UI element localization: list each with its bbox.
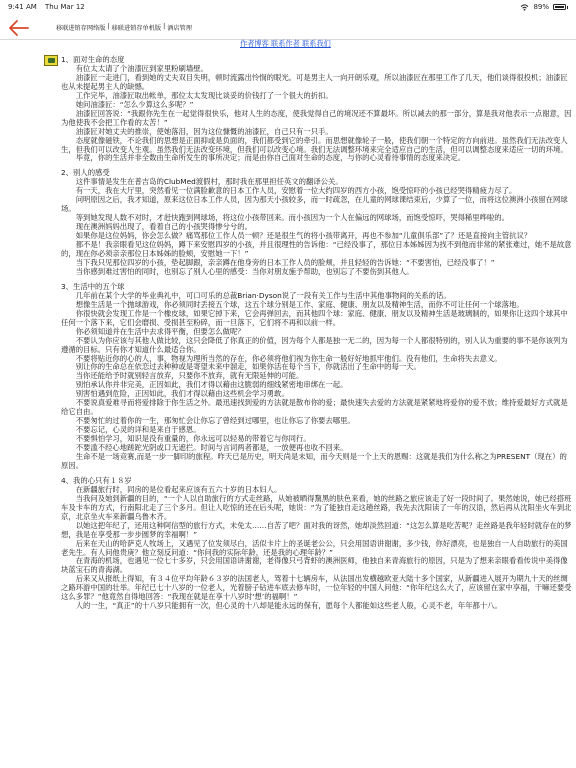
- article-paragraph: 油漆匠一走进门，看到她的丈夫双目失明，顿时流露出怜悯的眼光。可是男主人一向开朗乐观，所以油漆匠在那里工作了几天，他们谈得很投机；油漆匠也从未提起男主人的缺憾。: [61, 72, 568, 91]
- navigation-bar: [0, 16, 576, 40]
- top-partial-line: [240, 39, 331, 48]
- article-paragraph: 不要认为你应该与其他人做比较，这只会降低了你真正的价值，因为每个人都是独一无二的，因为每一个人都很特别的，别人认为重要的事不是你该列为遵循的目标。只有你才知道什么最适合你。: [61, 335, 568, 354]
- article-paragraph: 当你感到难过害怕的同时，也别忘了别人心里的感受：当你对朋友施予帮助，也别忘了不要伤到其他人。: [75, 266, 414, 276]
- top-partial-link[interactable]: 作者博客 联系作者 联系我们: [240, 39, 331, 48]
- article-paragraph: 油漆匠对她丈夫的推崇，使她落泪，因为这位慷慨的油漆匠，自己只有一只手。: [75, 126, 333, 136]
- article-paragraph: 当下我只见那位四岁的小孩，垫起脚跟，亲亲蹲在他身旁的日本工作人员的脸颊，并且轻轻的告诉她：“不要害怕，已经没事了！”: [75, 257, 495, 267]
- article-paragraph: 以她这把年纪了，还用这种阿信型的旅行方式，未免太……自苦了吧？面对我的讶然，她却淡然回道：“这怎么算是吃苦呢？走丝路是我年轻时就存在的梦想，我是在享受那一步步圆梦的幸福啊！”: [61, 520, 572, 539]
- article-paragraph: 她问油漆匠：“怎么少算这么多呢？”: [75, 99, 194, 109]
- status-bar: [0, 0, 576, 14]
- status-time: 9:41 AM: [8, 3, 37, 11]
- article-paragraph: 等到她发现人数不对时，才赶快跑到网球场，将这位小孩带回来。而小孩因为一个人在偏远的网球场，而饱受惊吓，哭得稀里哗啦的。: [75, 213, 509, 223]
- article-paragraph: 油漆匠回答说：“我跟你先生在一起觉得很快乐，他对人生的态度，使我觉得自己的境况还不算最坏。所以减去的那一部分，算是我对他表示一点谢意，因为他使我不会把工作看的太苦！”: [61, 108, 572, 127]
- article-paragraph: 不要说真爱难寻而将爱排除于你生活之外。最迅速找到爱的方法就是散布你的爱；最快速失去爱的方法就是紧紧地将爱你的爱不放；维持爱最好方式就是给它自由。: [61, 398, 568, 417]
- article-paragraph: 不要惧怕学习，知识是没有重量的，你永远可以轻易的带着它与你同行。: [75, 434, 311, 444]
- wifi-icon: [520, 4, 529, 11]
- article-paragraph: 毕竟，你的生活并非全数由生命所发生的事所决定；而是由你自己面对生命的态度，与你的心灵看待事情的态度来决定。: [75, 153, 465, 163]
- article-paragraph: 在新疆旅行时，同房的是位看起来应该有五六十岁的日本妇人。: [75, 484, 282, 494]
- section-heading: 3、生活中的五个球: [61, 281, 125, 291]
- battery-percent: 89%: [533, 3, 549, 11]
- article-content: [0, 40, 576, 768]
- article-paragraph: 别让你的生命总在依恋过去种种或是寄望未来中溜走，如果你活在每个当下，你就活出了生命中的每一天。: [75, 362, 421, 372]
- document-icon: [44, 55, 58, 66]
- article-body: [61, 56, 573, 611]
- article-paragraph: 如果你是这位妈妈，你会怎么做？痛骂那位工作人员一顿？还是很生气的将小孩带离开，再也不参加“儿童俱乐部”了？还是直接向主管抗议？: [75, 231, 532, 241]
- article-paragraph: 有位太太请了个油漆匠到家里粉刷墙壁。: [75, 63, 208, 73]
- article-paragraph: 工作完毕，油漆匠取出帐单，那位太太发现比谈妥的价钱打了一个很大的折扣。: [75, 90, 333, 100]
- article-paragraph: 别害怕遇到危险，正因如此，我们才得以藉由这些机会学习勇敢。: [75, 389, 289, 399]
- article-paragraph: 几年前在某个大学的毕业典礼中，可口可乐的总裁Brian·Dyson说了一段有关工作与生活中其他事物间的关系的话。: [75, 290, 451, 300]
- article-paragraph: 你很快就会发现工作是一个橡皮球，如果它掉下来，它会再弹回去，而其他四个球：家庭、健康、朋友以及精神生活是玻璃制的，如果你让这四个球其中任何一个落下来，它们会磨损、受损甚至粉碎，而一旦落下，它们将不再和以前一样。: [61, 308, 568, 327]
- article-paragraph: 问明原因之后，我才知道，原来这位日本工作人员，因为那天小孩较多，而一时疏忽，在儿童的网球课结束后，少算了一位，而将这位澳洲小孩留在网球场。: [61, 195, 568, 214]
- article-paragraph: 现在澳洲妈妈出现了，看着自己的小孩哭得惨兮兮的。: [75, 222, 252, 232]
- section-heading: 2、别人的感受: [61, 168, 110, 178]
- article-paragraph: 态度就像磁铁，不论我们的思想是正面抑或是负面的，我们都受到它的牵引。而思想就像轮子一般，使我们朝一个特定的方向前进。虽然我们无法改变人生，但我们可以改变人生观。虽然我们无法改变环境，但我们可以改变心境。我们无法调整环境来完全适应自己的生活，但可以调整态度来适应一切的环境。: [61, 135, 568, 154]
- section-heading: 1、面对生命的态度: [61, 55, 125, 64]
- nav-link-hotel[interactable]: 酒店管理: [167, 25, 192, 32]
- article-paragraph: 你必须知道并在生活中去求得平衡，但要怎么做呢？: [75, 326, 245, 336]
- article-paragraph: 生命不是一场竞赛,而是一步一脚印的旅程。昨天已是历史，明天尚是未知，而今天则是一个上天的恩赐：这就是我们为什么称之为PRESENT（现在）的原因。: [61, 451, 567, 470]
- article-paragraph: 不要匆忙的过着你的一生，那匆忙会让你忘了曾经到过哪里，也让你忘了你要去哪里。: [75, 416, 355, 426]
- article-paragraph: 不要将贴近你的心的人，事，物视为理所当然的存在，你必须将他们视为你生命一般好好地抓牢他们。没有他们，生命将失去意义。: [75, 353, 502, 363]
- nav-link-network[interactable]: 移联进销存网络版: [56, 25, 106, 32]
- section-heading: 4、我的心只有１８岁: [61, 475, 132, 485]
- article-paragraph: 在青海的机场，也遇见一位七十多岁，只会用国语讲谢谢，老得像只弓背虾的澳洲医师，他独自来青海旅行的原因，只是为了想来亲眼看看传说中美得像块蓝宝石的青海湖。: [61, 556, 568, 575]
- article-paragraph: 有一天，我在大厅里，突然看见一位满脸歉意的日本工作人员，安慰着一位大约四岁的西方小孩，饱受惊吓的小孩已经哭得精疲力尽了。: [75, 186, 517, 196]
- article-paragraph: 人的一生，“真正”的十八岁只能拥有一次，但心灵的十八却是能永远的保有，愿每个人都能如这些老人般，心灵不老，年年都十八。: [75, 601, 502, 611]
- nav-link-standalone[interactable]: 移联进销存单机版: [111, 25, 162, 32]
- arrow-left-icon: [8, 18, 30, 38]
- article-paragraph: 都不是！我亲眼看见这位妈妈，蹲下来安慰四岁的小孩，并且很理性的告诉他：“已经没事了，那位日本姊姊因为找不到他而非常的紧张难过，她不是故意的，现在你必须亲亲那位日本姊姊的脸颊，安慰她一下！”: [61, 240, 572, 259]
- article-paragraph: 想像生活是一个抛球游戏，你必须同时丢接五个球，这五个球分别是工作、家庭、健康、朋友以及精神生活，而你不可让任何一个球落地。: [75, 299, 524, 309]
- nav-separator: |: [163, 23, 166, 30]
- battery-tip: [567, 6, 568, 9]
- status-date: Thu Mar 12: [45, 3, 85, 11]
- article-paragraph: 别怕承认你并非完美，正因如此，我们才得以藉由这脆弱的细线紧密地串绑在一起。: [75, 380, 348, 390]
- article-paragraph: 不要忘记，心灵的详和是来自于感恩。: [75, 425, 201, 435]
- article-paragraph: 后来在天山的哈萨克人牧场上，又遇见了位发须尽白，活似卡片上的圣诞老公公，只会用国语讲谢谢，多少钱，你好漂亮，也是独自一人自助旅行的美国老先生。有人问他贵庚？他立刻反问道：“你问我的实际年龄，还是我的心理年龄？”: [61, 538, 568, 557]
- article-paragraph: 当我问及她到新疆的目的，“一个人以自助旅行的方式走丝路，从她被晒得黧黑的肤色来看，她的丝路之旅应该走了好一段时间了。果然她说，她已经搭班车及卡车的方式，行南阳北走了三个多月。但让人吃惊的还在后头呢，她说：“为了能独自走这趟丝路，我先去沈阳读了一年的汉语，然后再从沈阳坐火车到北京，北京坐火车来新疆乌鲁木齐。: [61, 493, 572, 521]
- nav-links: [56, 23, 192, 32]
- article-paragraph: 当你还能给予时就别轻言放弃，只要你不放弃，就有无限延伸的可能。: [75, 371, 304, 381]
- article-paragraph: 不要滥不经心地蹉跎光阴或口无遮拦。时间与言词两者都是，一放便再也收不回来。: [75, 443, 348, 453]
- article-paragraph: 后来又从报纸上得知，有３４位平均年龄６３岁的法国老人，驾着十七辆房车，从法国出发横越欧亚大陆十多个国家，从新疆进入展开为期九十天的丝绸之路环游中国的壮举。年纪已七十八岁的一位老人，光着膀子钻进车底去修车时，一位年轻的中国人问他：“你年纪这么大了，应该留在家中享福，干嘛还要受这么多罪？”他竟然自得地回答：“我现在就是在享十八岁时‘想’的福啊！”: [61, 574, 572, 602]
- article-paragraph: 这件事情是发生在普吉岛的ClubMed渡假村，那时我在那里担任英文的翻译公关。: [75, 177, 343, 187]
- nav-separator: |: [107, 23, 110, 30]
- back-button[interactable]: [8, 18, 30, 38]
- battery-icon: [553, 4, 566, 10]
